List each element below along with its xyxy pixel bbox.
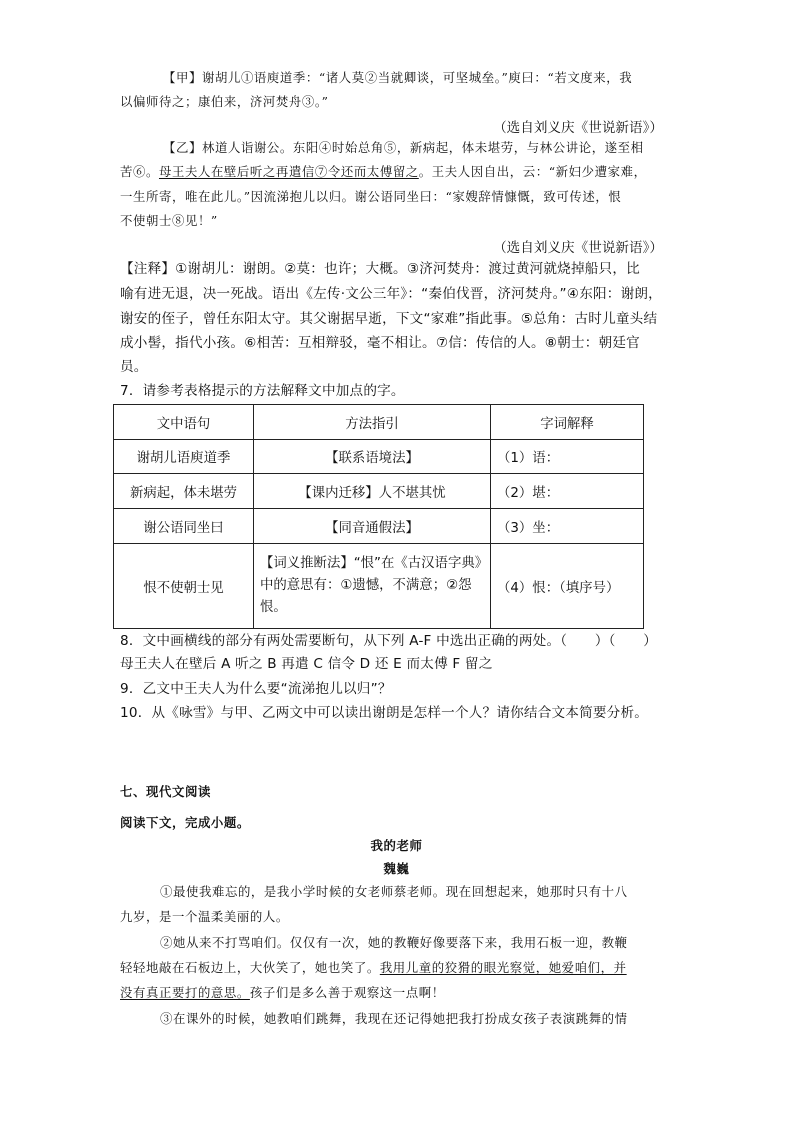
table-cell: 【联系语境法】 (254, 440, 491, 474)
question-8-prompt: 8．文中画横线的部分有两处需要断句，从下列 A-F 中选出正确的两处。（ ）（ ） (120, 633, 657, 649)
passage-jia-line-2: 以偏师待之；康伯来，济河焚舟③。” (120, 94, 329, 109)
essay-para-2-line-3-plain: 孩子们是多么善于观察这一点啊！ (249, 985, 445, 1000)
table-row (114, 440, 644, 474)
table-header-cell: 文中语句 (114, 405, 254, 440)
essay-para-2-line-2-plain: 轻轻地敲在石板边上，大伙笑了，她也笑了。 (120, 960, 380, 975)
passage-yi-line-2 (120, 164, 647, 180)
question-9: 9．乙文中王夫人为什么要“流涕抱儿以归”？ (120, 681, 392, 697)
table-header-row (114, 405, 644, 440)
question-8-options: 母王夫人在壁后 A 听之 B 再遣 C 信令 D 还 E 而太傅 F 留之 (120, 656, 493, 672)
table-cell: 【课内迁移】人不堪其忧 (254, 474, 491, 509)
answer-cell[interactable]: （2）堪： (491, 474, 644, 509)
essay-para-1-line-2: 九岁，是一个温柔美丽的人。 (120, 909, 289, 924)
table-row (114, 509, 644, 544)
notes-line-2: 喻有进无退，决一死战。语出《左传·文公三年》：“秦伯伐晋，济河焚舟。”④东阳：谢朗， (120, 286, 662, 302)
essay-underlined-sentence-end: 没有真正要打的意思。 (120, 985, 250, 1000)
answer-cell[interactable]: （1）语： (491, 440, 644, 474)
answer-cell[interactable]: （3）坐： (491, 509, 644, 544)
essay-para-1-line-1: ①最使我难忘的，是我小学时候的女老师蔡老师。现在回想起来，她那时只有十八 (160, 884, 628, 899)
table-row (114, 474, 644, 509)
passage-jia-line-1: 【甲】谢胡儿①语庾道季：“诸人莫②当就卿谈，可坚城垒。”庾曰：“若文度来，我 (163, 70, 633, 85)
essay-para-3-line-1: ③在课外的时候，她教咱们跳舞，我现在还记得她把我打扮成女孩子表演跳舞的情 (160, 1011, 628, 1026)
table-row (114, 544, 644, 629)
essay-title: 我的老师 (370, 838, 423, 853)
section-7-title: 七、现代文阅读 (120, 784, 211, 799)
question-7: 7．请参考表格提示的方法解释文中加点的字。 (120, 383, 405, 399)
source-citation-2: （选自刘义庆《世说新语》） (493, 240, 663, 256)
table-cell: 谢公语同坐曰 (114, 509, 254, 544)
notes-line-5: 员。 (120, 359, 148, 375)
passage-yi-line-4: 不使朝士⑧见！” (120, 213, 218, 228)
method-table (113, 404, 644, 629)
passage-yi-line-2-start: 苦⑥。 (120, 164, 159, 179)
essay-author: 魏巍 (383, 861, 410, 876)
answer-cell[interactable]: （4）恨：（填序号） (491, 544, 644, 629)
essay-para-2-line-3 (120, 985, 445, 1001)
section-7-instruction: 阅读下文，完成小题。 (120, 815, 250, 830)
essay-para-2-line-1: ②她从来不打骂咱们。仅仅有一次，她的教鞭好像要落下来，我用石板一迎，教鞭 (160, 935, 628, 950)
source-citation-1: （选自刘义庆《世说新语》） (493, 120, 663, 136)
table-cell: 【词义推断法】“恨”在《古汉语字典》中的意思有：①遗憾，不满意；②怨恨。 (254, 544, 491, 629)
passage-yi-underlined-sentence: 母王夫人在壁后听之再遣信⑦令还而太傅留之 (158, 164, 419, 179)
notes-line-3: 谢安的侄子，曾任东阳太守。其父谢据早逝，下文“家难”指此事。⑤总角：古时儿童头结 (120, 311, 658, 327)
table-cell: 新病起，体未堪劳 (114, 474, 254, 509)
passage-yi-line-3: 一生所寄，唯在此儿。”因流涕抱儿以归。谢公语同坐曰：“家嫂辞情慷慨，致可传述，恨 (120, 189, 622, 204)
table-cell: 恨不使朝士见 (114, 544, 254, 629)
passage-yi-line-2-end: 。王夫人因自出，云：“新妇少遭家难， (418, 164, 647, 179)
notes-line-1: 【注释】①谢胡儿：谢朗。②莫：也许；大概。③济河焚舟：渡过黄河就烧掉船只，比 (120, 261, 640, 277)
question-10: 10．从《咏雪》与甲、乙两文中可以读出谢朗是怎样一个人？请你结合文本简要分析。 (120, 705, 649, 721)
table-cell: 谢胡儿语庾道季 (114, 440, 254, 474)
table-header-cell: 方法指引 (254, 405, 491, 440)
passage-yi-line-1: 【乙】林道人诣谢公。东阳④时始总角⑤，新病起，体未堪劳，与林公讲论，遂至相 (163, 140, 644, 155)
table-cell: 【同音通假法】 (254, 509, 491, 544)
essay-underlined-sentence: 我用儿童的狡猾的眼光察觉，她爱咱们，并 (379, 960, 627, 975)
table-header-cell: 字词解释 (491, 405, 644, 440)
notes-line-4: 成小髻，指代小孩。⑥相苦：互相辩驳，毫不相让。⑦信：传信的人。⑧朝士：朝廷官 (120, 335, 640, 351)
essay-para-2-line-2 (120, 960, 627, 976)
